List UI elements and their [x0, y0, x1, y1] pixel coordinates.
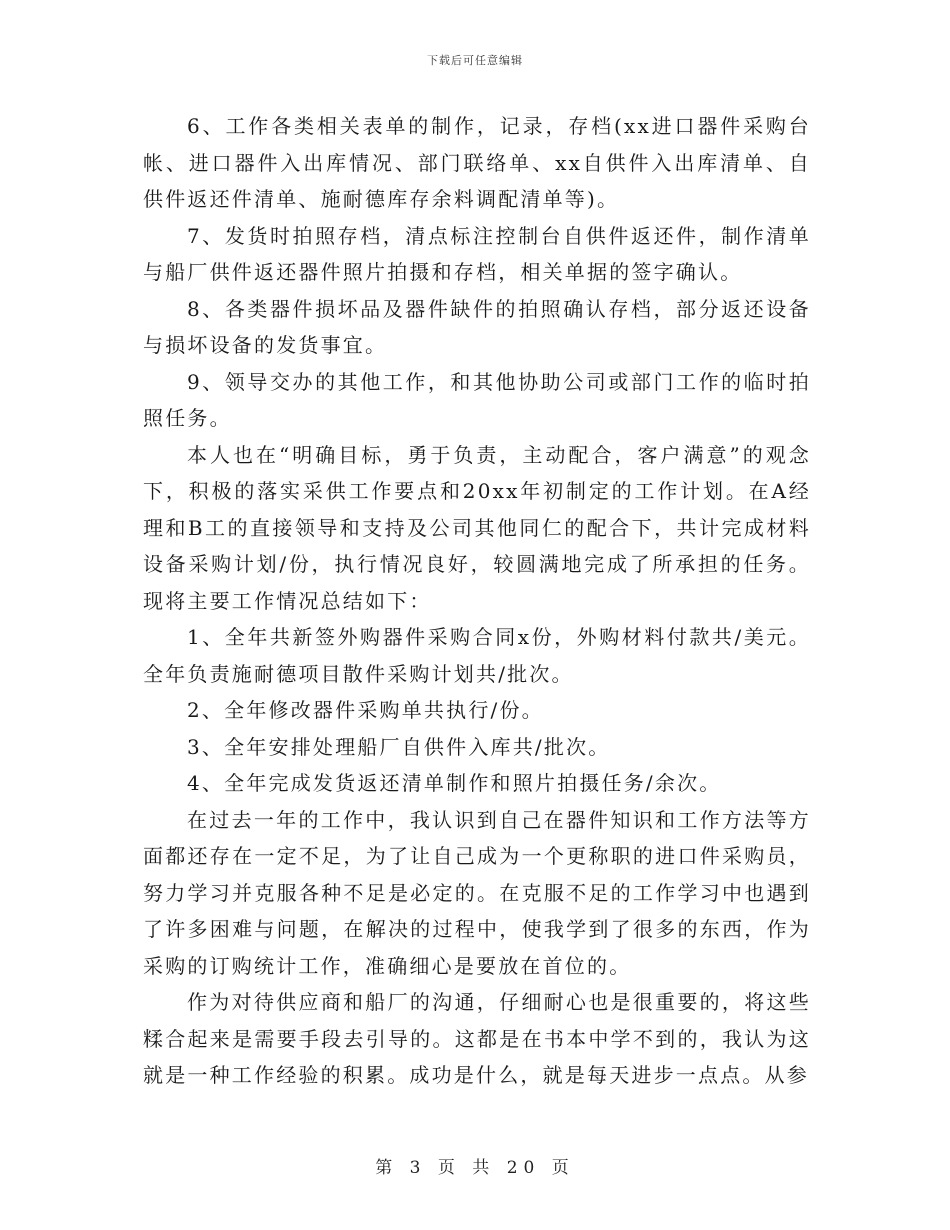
paragraph-reflection: 在过去一年的工作中，我认识到自己在器件知识和工作方法等方面都还存在一定不足，为了让自己成为一个更称职的进口件采购员，努力学习并克服各种不足是必定的。在克服不足的工作学习中也遇到了许多困难与问题，在解决的过程中，使我学到了很多的东西，作为采购的订购统计工作，准确细心是要放在首位的。	[143, 807, 811, 978]
paragraph-stat-3: 3、全年安排处理船厂自供件入库共/批次。	[187, 734, 611, 759]
paragraph-stat-2: 2、全年修改器件采购单共执行/份。	[187, 698, 544, 722]
paragraph-item-8: 8、各类器件损坏品及器件缺件的拍照确认存档，部分返还设备与损坏设备的发货事宜。	[143, 296, 811, 357]
document-body	[143, 108, 811, 1094]
paragraph-summary-intro: 本人也在“明确目标，勇于负责，主动配合，客户满意”的观念下，积极的落实采供工作要点和20xx年初制定的工作计划。在A经理和B工的直接领导和支持及公司其他同仁的配合下，共计完成材料设备采购计划/份，执行情况良好，较圆满地完成了所承担的任务。现将主要工作情况总结如下：	[143, 442, 811, 613]
page-footer: 第 3 页 共 20 页	[375, 1158, 575, 1178]
paragraph-stat-1: 1、全年共新签外购器件采购合同x份，外购材料付款共/美元。全年负责施耐德项目散件采购计划共/批次。	[143, 625, 811, 686]
page-header: 下载后可任意编辑	[427, 54, 523, 67]
paragraph-communication: 作为对待供应商和船厂的沟通，仔细耐心也是很重要的，将这些糅合起来是需要手段去引导的。这都是在书本中学不到的，我认为这就是一种工作经验的积累。成功是什么，就是每天进步一点点。从参	[143, 990, 811, 1087]
paragraph-stat-4: 4、全年完成发货返还清单制作和照片拍摄任务/余次。	[187, 771, 722, 795]
paragraph-item-6: 6、工作各类相关表单的制作，记录，存档(xx进口器件采购台帐、进口器件入出库情况、部门联络单、xx自供件入出库清单、自供件返还件清单、施耐德库存余料调配清单等)。	[143, 114, 811, 211]
paragraph-item-9: 9、领导交办的其他工作，和其他协助公司或部门工作的临时拍照任务。	[143, 369, 811, 430]
paragraph-item-7: 7、发货时拍照存档，清点标注控制台自供件返还件，制作清单与船厂供件返还器件照片拍摄和存档，相关单据的签字确认。	[143, 223, 811, 284]
